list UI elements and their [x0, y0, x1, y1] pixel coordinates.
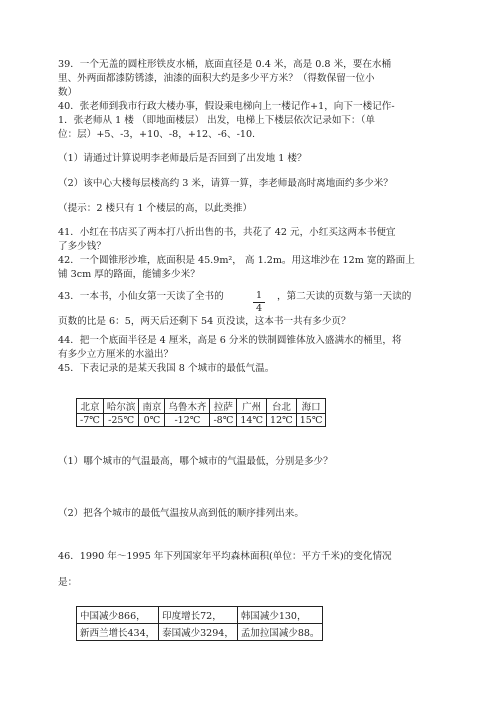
table-cell: 韩国减少130， [237, 607, 323, 624]
q44-line-1: 44．把一个底面半径是 4 厘米，高是 6 分米的铁制圆锥体放入盛满水的桶里，将 [58, 335, 402, 346]
city-temperature-table [76, 398, 326, 427]
q45-sub-2: （2）把各个城市的最低气温按从高到低的顺序排列出来。 [58, 508, 304, 519]
table-cell: 印度增长72， [159, 607, 238, 624]
q40-line-1: 40．张老师到我市行政大楼办事，假设乘电梯向上一楼记作+1，向下一楼记作- [58, 101, 395, 112]
table-cell: 新西兰增长434， [77, 624, 159, 641]
table-row [77, 607, 323, 624]
city-cell: 台北 [267, 399, 297, 414]
q42-line-1: 42．一个圆锥形沙堆，底面积是 45.9m²， 高 1.2m。用这堆沙在 12m 宽的路面上 [58, 255, 415, 266]
q43-line-1-end: ，第二天读的页数与第一天读的 [277, 291, 412, 302]
q40-hint: （提示：2 楼只有 1 个楼层的高，以此类推） [58, 203, 253, 214]
q43-line-1-start: 43．一本书，小仙女第一天读了全书的 [58, 291, 224, 302]
temperature-cell: -8℃ [210, 414, 237, 427]
forest-change-table [76, 606, 323, 641]
q40-line-3: 位：层）+5、-3，+10、-8，+12、-6、-10. [58, 129, 256, 140]
q40-line-2: 1．张老师从 1 楼 （即地面楼层） 出发，电梯上下楼层依次记录如下：（单 [58, 115, 376, 126]
q39-line-3: 数） [58, 87, 78, 98]
city-cell: 南京 [139, 399, 165, 414]
q45-sub-1: （1）哪个城市的气温最高，哪个城市的气温最低，分别是多少？ [58, 456, 333, 467]
temperature-cell: 15℃ [296, 414, 326, 427]
temperature-cell: -25℃ [103, 414, 139, 427]
q43-fraction-denominator: 4 [255, 303, 263, 314]
q40-sub-1: （1）请通过计算说明李老师最后是否回到了出发地 1 楼？ [58, 153, 307, 164]
q43-line-2: 页数的比是 6：5，两天后还剩下 54 页没读，这本书一共有多少页？ [58, 316, 351, 327]
city-cell: 广州 [237, 399, 267, 414]
city-cell: 拉萨 [210, 399, 237, 414]
q43-fraction [253, 291, 265, 314]
temperature-row [77, 414, 326, 427]
q39-line-1: 39．一个无盖的圆柱形铁皮水桶，底面直径是 0.4 米，高是 0.8 米，要在水桶 [58, 59, 392, 70]
city-row [77, 399, 326, 414]
q46-line-2: 是： [58, 577, 78, 588]
q44-line-2: 有多少立方厘米的水溢出？ [58, 349, 174, 360]
q42-line-2: 铺 3cm 厚的路面，能铺多少米？ [58, 269, 200, 280]
temperature-cell: 12℃ [267, 414, 297, 427]
city-cell: 乌鲁木齐 [165, 399, 210, 414]
city-cell: 北京 [77, 399, 104, 414]
q40-sub-2: （2）该中心大楼每层楼高约 3 米，请算一算，李老师最高时离地面约多少米？ [58, 178, 393, 189]
q46-line-1: 46．1990 年～1995 年下列国家年平均森林面积(单位：平方千米)的变化情况 [58, 551, 392, 562]
q45-intro: 45．下表记录的是某天我国 8 个城市的最低气温。 [58, 363, 275, 374]
city-cell: 哈尔滨 [103, 399, 139, 414]
temperature-cell: -7℃ [77, 414, 104, 427]
table-cell: 孟加拉国减少88。 [237, 624, 323, 641]
q43-fraction-numerator: 1 [255, 290, 263, 301]
q41-line-1: 41．小红在书店买了两本打八折出售的书，共花了 42 元，小红买这两本书便宜 [58, 227, 396, 238]
q41-line-2: 了多少钱？ [58, 241, 106, 252]
q39-line-2: 里、外两面都漆防锈漆，油漆的面积大约是多少平方米？（得数保留一位小 [58, 73, 375, 84]
temperature-cell: 0℃ [139, 414, 165, 427]
table-row [77, 624, 323, 641]
temperature-cell: -12℃ [165, 414, 210, 427]
table-cell: 中国减少866， [77, 607, 159, 624]
temperature-cell: 14℃ [237, 414, 267, 427]
table-cell: 泰国减少3294， [159, 624, 238, 641]
city-cell: 海口 [296, 399, 326, 414]
